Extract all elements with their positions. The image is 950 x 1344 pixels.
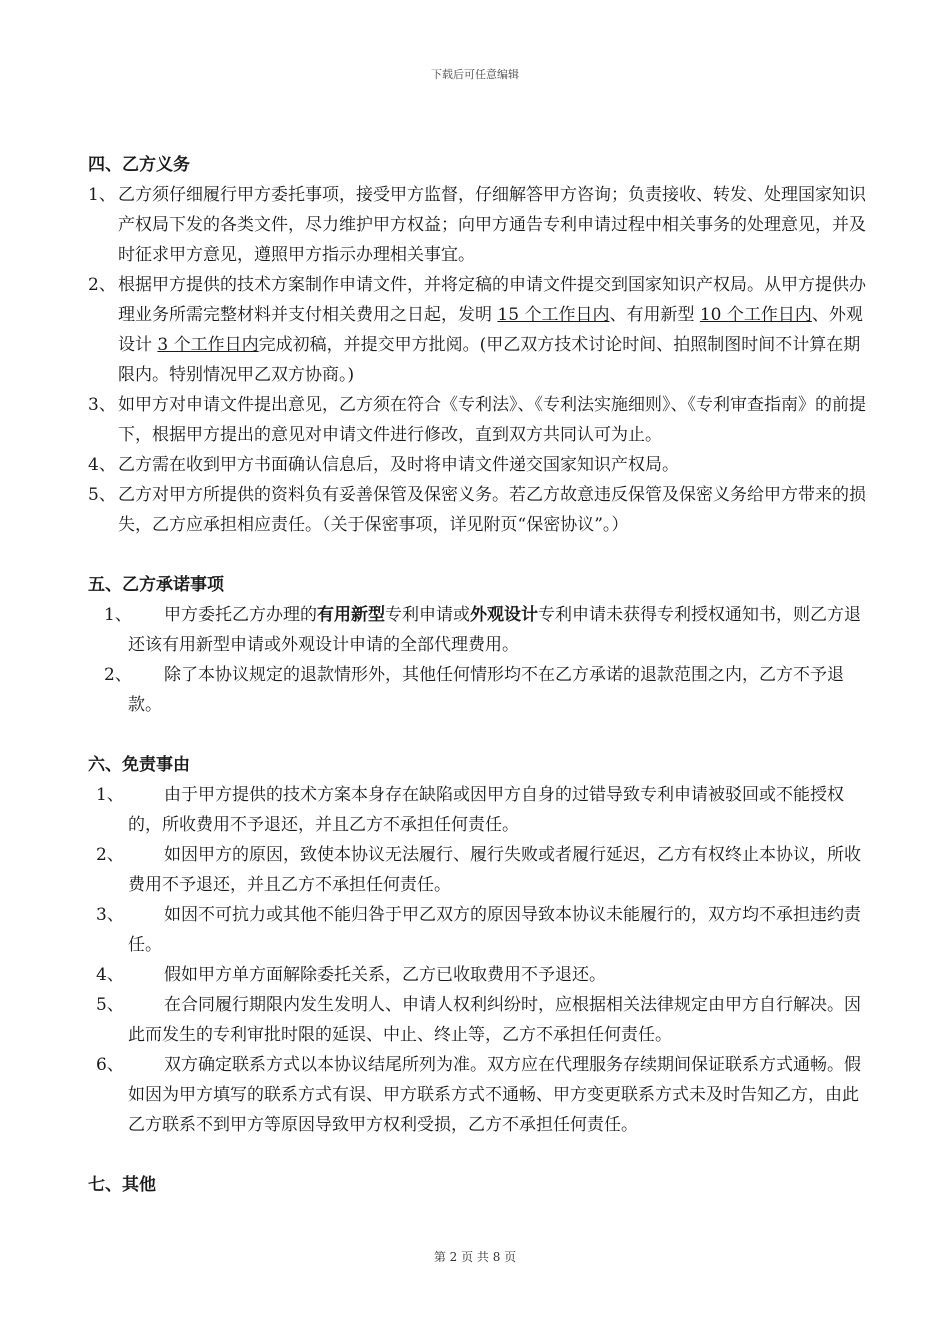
item-text: 由于甲方提供的技术方案本身存在缺陷或因甲方自身的过错导致专利申请被驳回或不能授权的，所收费用不予退还，并且乙方不承担任何责任。 (128, 785, 844, 835)
item-number: 3、 (88, 395, 116, 415)
item-number: 5、 (88, 485, 116, 505)
list-item (88, 480, 870, 540)
list-item (88, 660, 870, 720)
list-item (88, 270, 870, 390)
page-header: 下载后可任意编辑 (431, 68, 519, 81)
section-title: 六、免责事由 (88, 755, 190, 775)
list-item (88, 990, 870, 1050)
list-item (88, 390, 870, 450)
document-body (88, 150, 870, 1200)
item-number: 6、 (96, 1055, 124, 1075)
list-item (88, 1050, 870, 1140)
item-number: 1、 (96, 785, 124, 805)
page-footer: 第 2 页 共 8 页 (433, 1250, 517, 1264)
item-text: 乙方须仔细履行甲方委托事项，接受甲方监督，仔细解答甲方咨询；负责接收、转发、处理国家知识产权局下发的各类文件，尽力维护甲方权益；向甲方通告专利申请过程中相关事务的处理意见，并及时征求甲方意见，遵照甲方指示办理相关事宜。 (118, 185, 866, 265)
item-text: 如因不可抗力或其他不能归咎于甲乙双方的原因导致本协议未能履行的，双方均不承担违约责任。 (128, 905, 861, 955)
section-title: 五、乙方承诺事项 (88, 575, 224, 595)
item-number: 4、 (96, 965, 124, 985)
section-commitments (88, 570, 870, 720)
item-text: 如甲方对申请文件提出意见，乙方须在符合《专利法》、《专利法实施细则》、《专利审查指南》的前提下，根据甲方提出的意见对申请文件进行修改，直到双方共同认可为止。 (118, 395, 866, 445)
section-disclaimers (88, 750, 870, 1140)
section-other (88, 1170, 870, 1200)
deadline-design: 3 个工作日内 (157, 335, 259, 355)
item-text: 假如甲方单方面解除委托关系，乙方已收取费用不予退还。 (164, 965, 606, 985)
item-text: 、外观设计 (118, 305, 863, 355)
section-title: 七、其他 (88, 1175, 156, 1195)
item-number: 4、 (88, 455, 116, 475)
item-number: 5、 (96, 995, 124, 1015)
section-obligations (88, 150, 870, 540)
list-item (88, 600, 870, 660)
list-item (88, 180, 870, 270)
item-number: 2、 (88, 275, 116, 295)
item-text: 乙方需在收到甲方书面确认信息后，及时将申请文件递交国家知识产权局。 (118, 455, 679, 475)
item-text: 在合同履行期限内发生发明人、申请人权利纠纷时，应根据相关法律规定由甲方自行解决。因此而发生的专利审批时限的延误、中止、终止等，乙方不承担任何责任。 (128, 995, 861, 1045)
item-text: 专利申请或 (385, 605, 470, 625)
item-text: 如因甲方的原因，致使本协议无法履行、履行失败或者履行延迟，乙方有权终止本协议，所收费用不予退还，并且乙方不承担任何责任。 (128, 845, 861, 895)
item-text: 完成初稿，并提交甲方批阅。(甲乙双方技术讨论时间、拍照制图时间不计算在期限内。特别情况甲乙双方协商。) (118, 335, 861, 385)
bold-term: 有用新型 (317, 605, 385, 625)
item-text: 根据甲方提供的技术方案制作申请文件，并将定稿的申请文件提交到国家知识产权局。从甲方提供办理业务所需完整材料并支付相关费用之日起，发明 (118, 275, 866, 325)
list-item (88, 840, 870, 900)
item-text: 、有用新型 (609, 305, 700, 325)
item-text: 乙方对甲方所提供的资料负有妥善保管及保密义务。若乙方故意违反保管及保密义务给甲方带来的损失，乙方应承担相应责任。（关于保密事项，详见附页“保密协议”。） (118, 485, 866, 535)
list-item (88, 900, 870, 960)
list-item (88, 780, 870, 840)
item-number: 3、 (96, 905, 124, 925)
item-number: 2、 (96, 845, 124, 865)
bold-term: 外观设计 (470, 605, 538, 625)
item-text: 甲方委托乙方办理的 (164, 605, 317, 625)
list-item (88, 960, 870, 990)
item-text: 双方确定联系方式以本协议结尾所列为准。双方应在代理服务存续期间保证联系方式通畅。假如因为甲方填写的联系方式有误、甲方联系方式不通畅、甲方变更联系方式未及时告知乙方，由此乙方联系不到甲方等原因导致甲方权利受损，乙方不承担任何责任。 (128, 1055, 861, 1135)
deadline-invention: 15 个工作日内 (497, 305, 610, 325)
item-number: 1、 (104, 605, 132, 625)
deadline-utility-model: 10 个工作日内 (699, 305, 812, 325)
item-text: 专利申请未获得专利授权通知书，则乙方退还该有用新型申请或外观设计申请的全部代理费用。 (128, 605, 861, 655)
section-title: 四、乙方义务 (88, 155, 190, 175)
list-item (88, 450, 870, 480)
item-text: 除了本协议规定的退款情形外，其他任何情形均不在乙方承诺的退款范围之内，乙方不予退款。 (128, 665, 844, 715)
item-number: 1、 (88, 185, 116, 205)
item-number: 2、 (104, 665, 132, 685)
